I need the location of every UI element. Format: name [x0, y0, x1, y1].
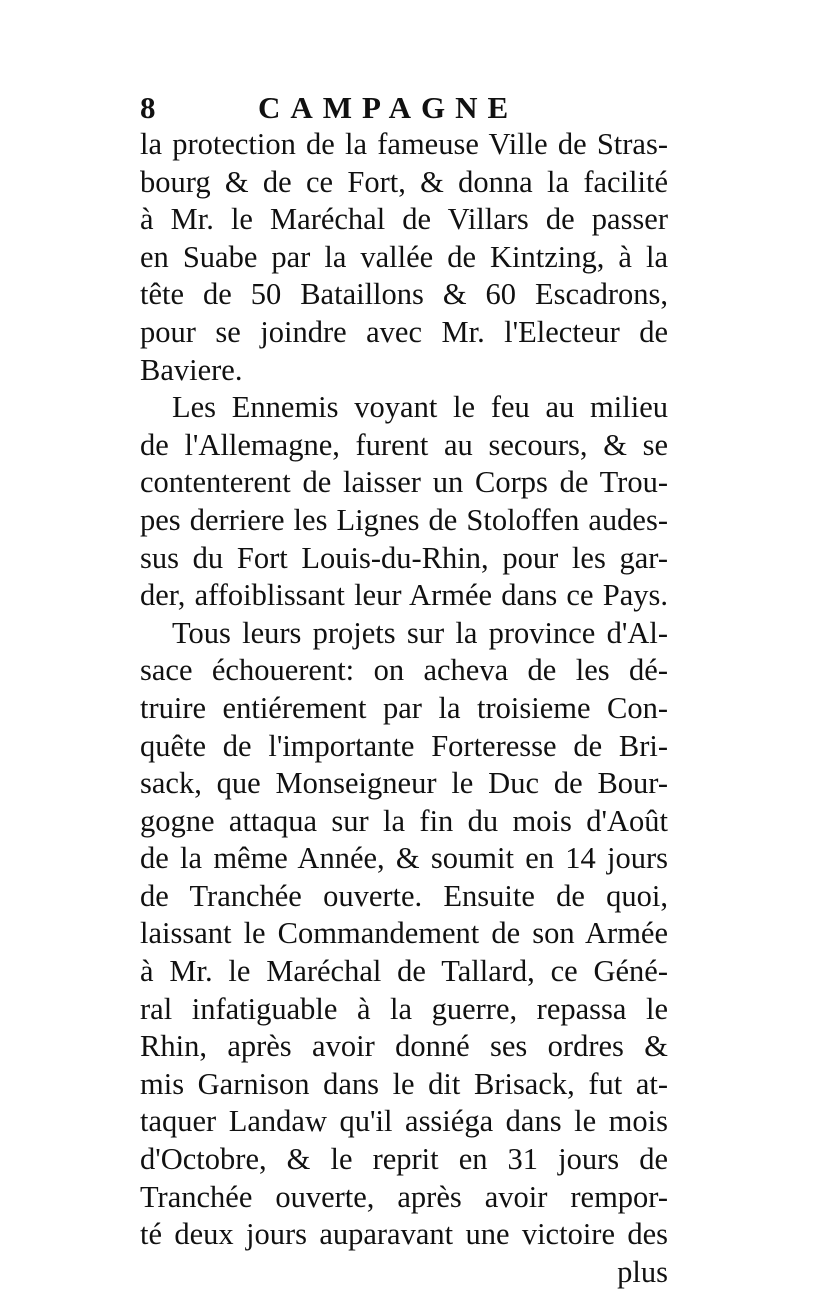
text-line: en Suabe par la vallée de Kintzing, à la	[140, 239, 668, 274]
text-line: Les Ennemis voyant le feu au milieu	[172, 390, 668, 425]
text-line: pes derriere les Lignes de Stoloffen audes-	[140, 502, 668, 537]
text-line: té deux jours auparavant une victoire des	[140, 1217, 668, 1252]
paragraph-2	[140, 389, 668, 615]
text-line: sace échouerent: on acheva de les dé-	[140, 653, 668, 688]
text-line: mis Garnison dans le dit Brisack, fut at-	[140, 1066, 668, 1101]
running-title: CAMPAGNE	[258, 90, 519, 125]
text-line: taquer Landaw qu'il assiéga dans le mois	[140, 1104, 668, 1139]
text-line: sus du Fort Louis-du-Rhin, pour les gar-	[140, 540, 668, 575]
text-line: gogne attaqua sur la fin du mois d'Août	[140, 803, 668, 838]
text-line: tête de 50 Bataillons & 60 Escadrons,	[140, 277, 668, 312]
text-line: à Mr. le Maréchal de Villars de passer	[140, 202, 668, 237]
text-line: Rhin, après avoir donné ses ordres &	[140, 1029, 668, 1064]
text-line: quête de l'importante Forteresse de Bri-	[140, 728, 668, 763]
text-line: à Mr. le Maréchal de Tallard, ce Géné-	[140, 954, 668, 989]
text-line: Tous leurs projets sur la province d'Al-	[172, 615, 668, 650]
text-line: Tranchée ouverte, après avoir rempor-	[140, 1179, 668, 1214]
text-line: Baviere.	[140, 352, 243, 387]
paragraph-1	[140, 126, 668, 389]
text-line: contenterent de laisser un Corps de Trou-	[140, 465, 668, 500]
page-number: 8	[140, 90, 156, 125]
text-line: pour se joindre avec Mr. l'Electeur de	[140, 314, 668, 349]
text-line: de la même Année, & soumit en 14 jours	[140, 841, 668, 876]
body-text	[140, 126, 668, 1291]
text-line: ral infatiguable à la guerre, repassa le	[140, 991, 668, 1026]
paragraph-3	[140, 615, 668, 1254]
text-line: der, affoiblissant leur Armée dans ce Pays.	[140, 578, 668, 613]
text-line: sack, que Monseigneur le Duc de Bour-	[140, 766, 668, 801]
catchword: plus	[617, 1254, 668, 1289]
text-line: de Tranchée ouverte. Ensuite de quoi,	[140, 878, 668, 913]
text-line: bourg & de ce Fort, & donna la facilité	[140, 164, 668, 199]
text-line: laissant le Commandement de son Armée	[140, 916, 668, 951]
text-line: truire entiérement par la troisieme Con-	[140, 690, 668, 725]
page-header	[140, 88, 700, 128]
text-line: d'Octobre, & le reprit en 31 jours de	[140, 1142, 668, 1177]
text-line: de l'Allemagne, furent au secours, & se	[140, 427, 668, 462]
text-line: la protection de la fameuse Ville de Stras-	[140, 127, 668, 161]
